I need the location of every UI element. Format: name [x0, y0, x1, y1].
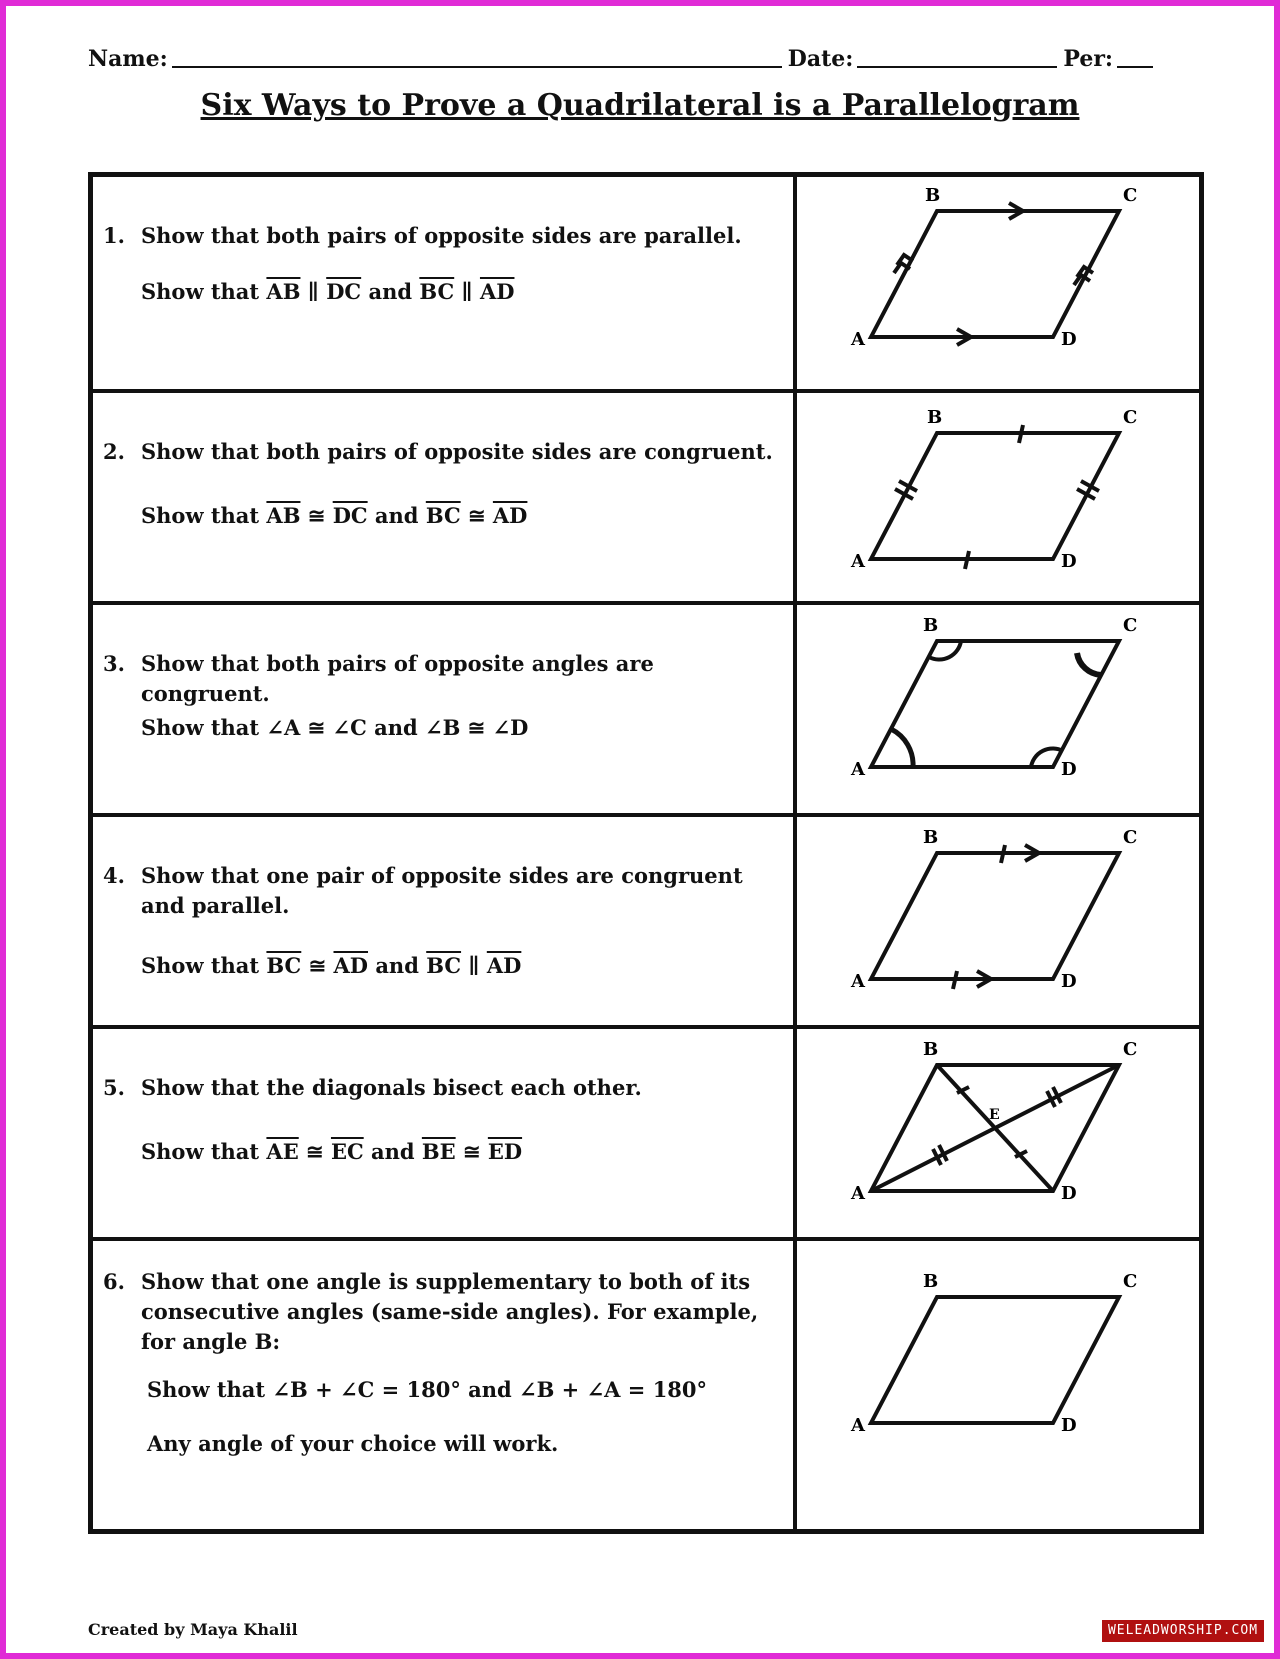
vertex-b-label: B: [925, 185, 941, 206]
row-2-statement: Show that both pairs of opposite sides are congruent.: [141, 439, 773, 464]
row-5-text: [103, 1029, 783, 1237]
vertex-c-label: C: [1123, 615, 1138, 636]
row-2-show: Show that $\overline{AB}$ ≅ $\overline{DC}$ and $\overline{BC}$ ≅ $\overline{AD}$: [141, 503, 528, 528]
vertex-c-label: C: [1123, 1039, 1138, 1060]
row-1-show: Show that $\overline{AB}$ ∥ $\overline{DC}$ and $\overline{BC}$ ∥ $\overline{AD}$: [141, 279, 515, 304]
table-row-4: [93, 813, 1199, 1025]
parallelogram-diagram-4: [801, 817, 1199, 1033]
parallelogram-diagram-5: [801, 1029, 1199, 1245]
date-label: Date:: [787, 46, 854, 72]
row-2-figure: [801, 393, 1199, 601]
table-row-1: [93, 177, 1199, 389]
vertex-a-label: A: [851, 329, 865, 350]
row-3-number: 3.: [103, 651, 125, 676]
vertex-b-label: B: [923, 1039, 939, 1060]
table-row-5: [93, 1025, 1199, 1237]
vertex-b-label: B: [927, 407, 943, 428]
vertex-b-label: B: [923, 615, 939, 636]
vertex-b-label: B: [923, 1271, 939, 1292]
row-3-text: [103, 605, 783, 813]
period-label: Per:: [1063, 46, 1114, 72]
parallelogram-diagram-6: [801, 1241, 1199, 1533]
row-6-note: Any angle of your choice will work.: [147, 1431, 559, 1456]
page-title: Six Ways to Prove a Quadrilateral is a Parallelogram: [200, 88, 1080, 123]
credit-footer: Created by Maya Khalil: [88, 1620, 298, 1639]
row-4-number: 4.: [103, 863, 125, 888]
table-row-2: [93, 389, 1199, 601]
row-6-figure: [801, 1241, 1199, 1529]
vertex-c-label: C: [1123, 827, 1138, 848]
parallelogram-diagram-2: [801, 393, 1199, 609]
vertex-d-label: D: [1061, 1415, 1077, 1436]
row-3-show: Show that ∠A ≅ ∠C and ∠B ≅ ∠D: [141, 715, 529, 740]
row-1-text: [103, 177, 783, 389]
parallelogram-diagram-1: [801, 177, 1199, 393]
name-label: Name:: [88, 46, 168, 72]
vertex-c-label: C: [1123, 185, 1138, 206]
row-2-number: 2.: [103, 439, 125, 464]
watermark-badge: WELEADWORSHIP.COM: [1102, 1620, 1264, 1642]
row-6-show: Show that ∠B + ∠C = 180° and ∠B + ∠A = 180°: [147, 1377, 708, 1402]
date-field[interactable]: [857, 48, 1057, 68]
methods-table: [88, 172, 1204, 1534]
row-5-statement: Show that the diagonals bisect each other.: [141, 1075, 642, 1100]
row-3-statement: Show that both pairs of opposite angles are congruent.: [141, 651, 654, 706]
vertex-c-label: C: [1123, 1271, 1138, 1292]
row-1-figure: [801, 177, 1199, 389]
vertex-d-label: D: [1061, 971, 1077, 992]
row-4-figure: [801, 817, 1199, 1025]
table-row-3: [93, 601, 1199, 813]
row-5-number: 5.: [103, 1075, 125, 1100]
name-field[interactable]: [172, 48, 782, 68]
vertex-a-label: A: [851, 971, 865, 992]
row-1-number: 1.: [103, 223, 125, 248]
vertex-a-label: A: [851, 1415, 865, 1436]
row-4-text: [103, 817, 783, 1025]
row-5-figure: [801, 1029, 1199, 1237]
row-6-statement: Show that one angle is supplementary to both of its consecutive angles (same-side angles). For example, for angle B:: [141, 1269, 759, 1354]
vertex-a-label: A: [851, 759, 865, 780]
vertex-d-label: D: [1061, 759, 1077, 780]
table-row-6: [93, 1237, 1199, 1529]
row-1-statement: Show that both pairs of opposite sides are parallel.: [141, 223, 742, 248]
row-4-statement: Show that one pair of opposite sides are congruent and parallel.: [141, 863, 743, 918]
row-5-show: Show that $\overline{AE}$ ≅ $\overline{EC}$ and $\overline{BE}$ ≅ $\overline{ED}$: [141, 1139, 523, 1164]
vertex-a-label: A: [851, 551, 865, 572]
period-field[interactable]: [1117, 48, 1153, 68]
row-4-show: Show that $\overline{BC}$ ≅ $\overline{AD}$ and $\overline{BC}$ ∥ $\overline{AD}$: [141, 953, 522, 978]
row-6-number: 6.: [103, 1269, 125, 1294]
vertex-d-label: D: [1061, 329, 1077, 350]
row-6-text: [103, 1241, 783, 1529]
vertex-a-label: A: [851, 1183, 865, 1204]
vertex-e-label: E: [989, 1107, 1000, 1123]
vertex-d-label: D: [1061, 551, 1077, 572]
vertex-d-label: D: [1061, 1183, 1077, 1204]
parallelogram-diagram-3: [801, 605, 1199, 821]
row-3-figure: [801, 605, 1199, 813]
row-2-text: [103, 393, 783, 601]
vertex-c-label: C: [1123, 407, 1138, 428]
header: [88, 36, 1198, 72]
vertex-b-label: B: [923, 827, 939, 848]
